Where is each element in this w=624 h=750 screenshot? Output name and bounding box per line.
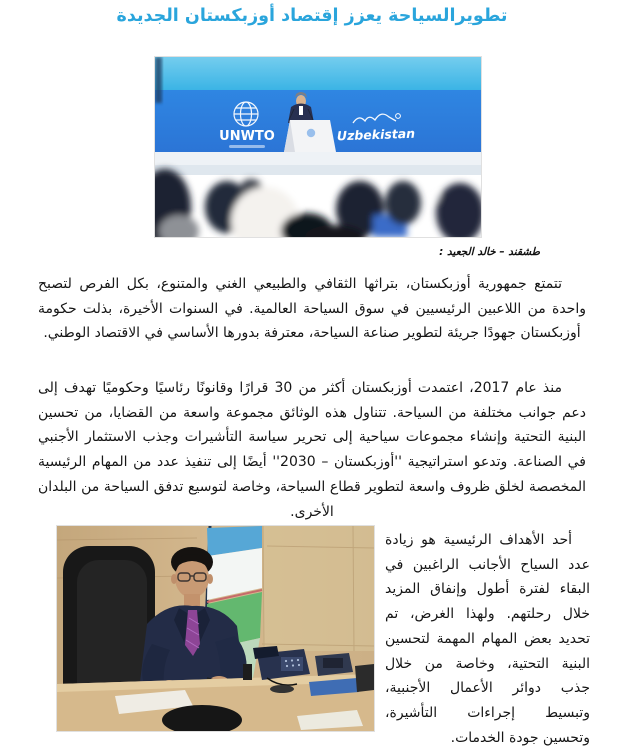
unwto-label: UNWTO [219,129,275,144]
uzbekistan-label: Uzbekistan [336,125,416,144]
paragraph-3: أحد الأهداف الرئيسية هو زيادة عدد السياح الأجانب الراغبين في البقاء لفترة أطول وإنفاق المزيد خلال رحلتهم. ولهذا الغرض، تم تحديد بعض المهام المهمة لتحسين البنية التحتية، وخاصة من خلال جذب دوائر الأعمال الأجنبية، وتبسيط إجراءات التأشيرة، وتحسين جودة الخدمات. [385,532,590,746]
desk-phone-2 [315,653,353,676]
conference-photo [155,57,481,237]
audience-silhouettes [155,169,481,237]
pen-holder [243,664,252,680]
paragraph-1: تتمتع جمهورية أوزبكستان، بتراثها الثقافي والطبيعي الغني والمتنوع، بكل الفرص لتصبح واحدة من اللاعبين الرئيسيين في سوق السياحة العالمية. في السنوات الأخيرة، بذلت حكومة أوزبكستان جهودًا جريئة لتطوير صناعة السياحة، معترفة بدورها الأساسي في الاقتصاد الوطني. [38,276,586,342]
cabinet [263,526,374,651]
unwto-subtext-blur [229,145,265,148]
conference-photo-art [155,57,481,237]
article-title: تطويرالسياحة يعزز إقتصاد أوزبكستان الجديدة [116,6,508,26]
stage-table-shadow [155,165,481,175]
official-photo-art [57,526,374,731]
dark-object-right [355,664,374,692]
frame-edge-shadow [155,57,162,103]
paragraph-2: منذ عام 2017، اعتمدت أوزبكستان أكثر من 30 قرارًا وقانونًا رئاسيًا وحكوميًا تهدف إلى دعم جوانب مختلفة من السياحة. تتناول هذه الوثائق مجموعة واسعة من القضايا، من تحسين البنية التحتية وإنشاء مجموعات سياحية إلى تحرير سياسة التأشيرات وجذب الاستثمار الأجنبي في الصناعة. وتدعو استراتيجية ''أوزبكستان – 2030'' أيضًا إلى تنفيذ عدد من المهام الرئيسية المخصصة لخلق ظروف واسعة لتطوير قطاع السياحة، وخاصة لتوسيع تدفق السياحة من البلدان الأخرى. [38,380,586,520]
byline: طشقند – خالد الجعيد : [439,246,540,258]
stage-backdrop-upper [155,57,481,91]
stapler [270,685,294,693]
official-desk-photo [57,526,374,731]
stage-table [155,152,481,167]
